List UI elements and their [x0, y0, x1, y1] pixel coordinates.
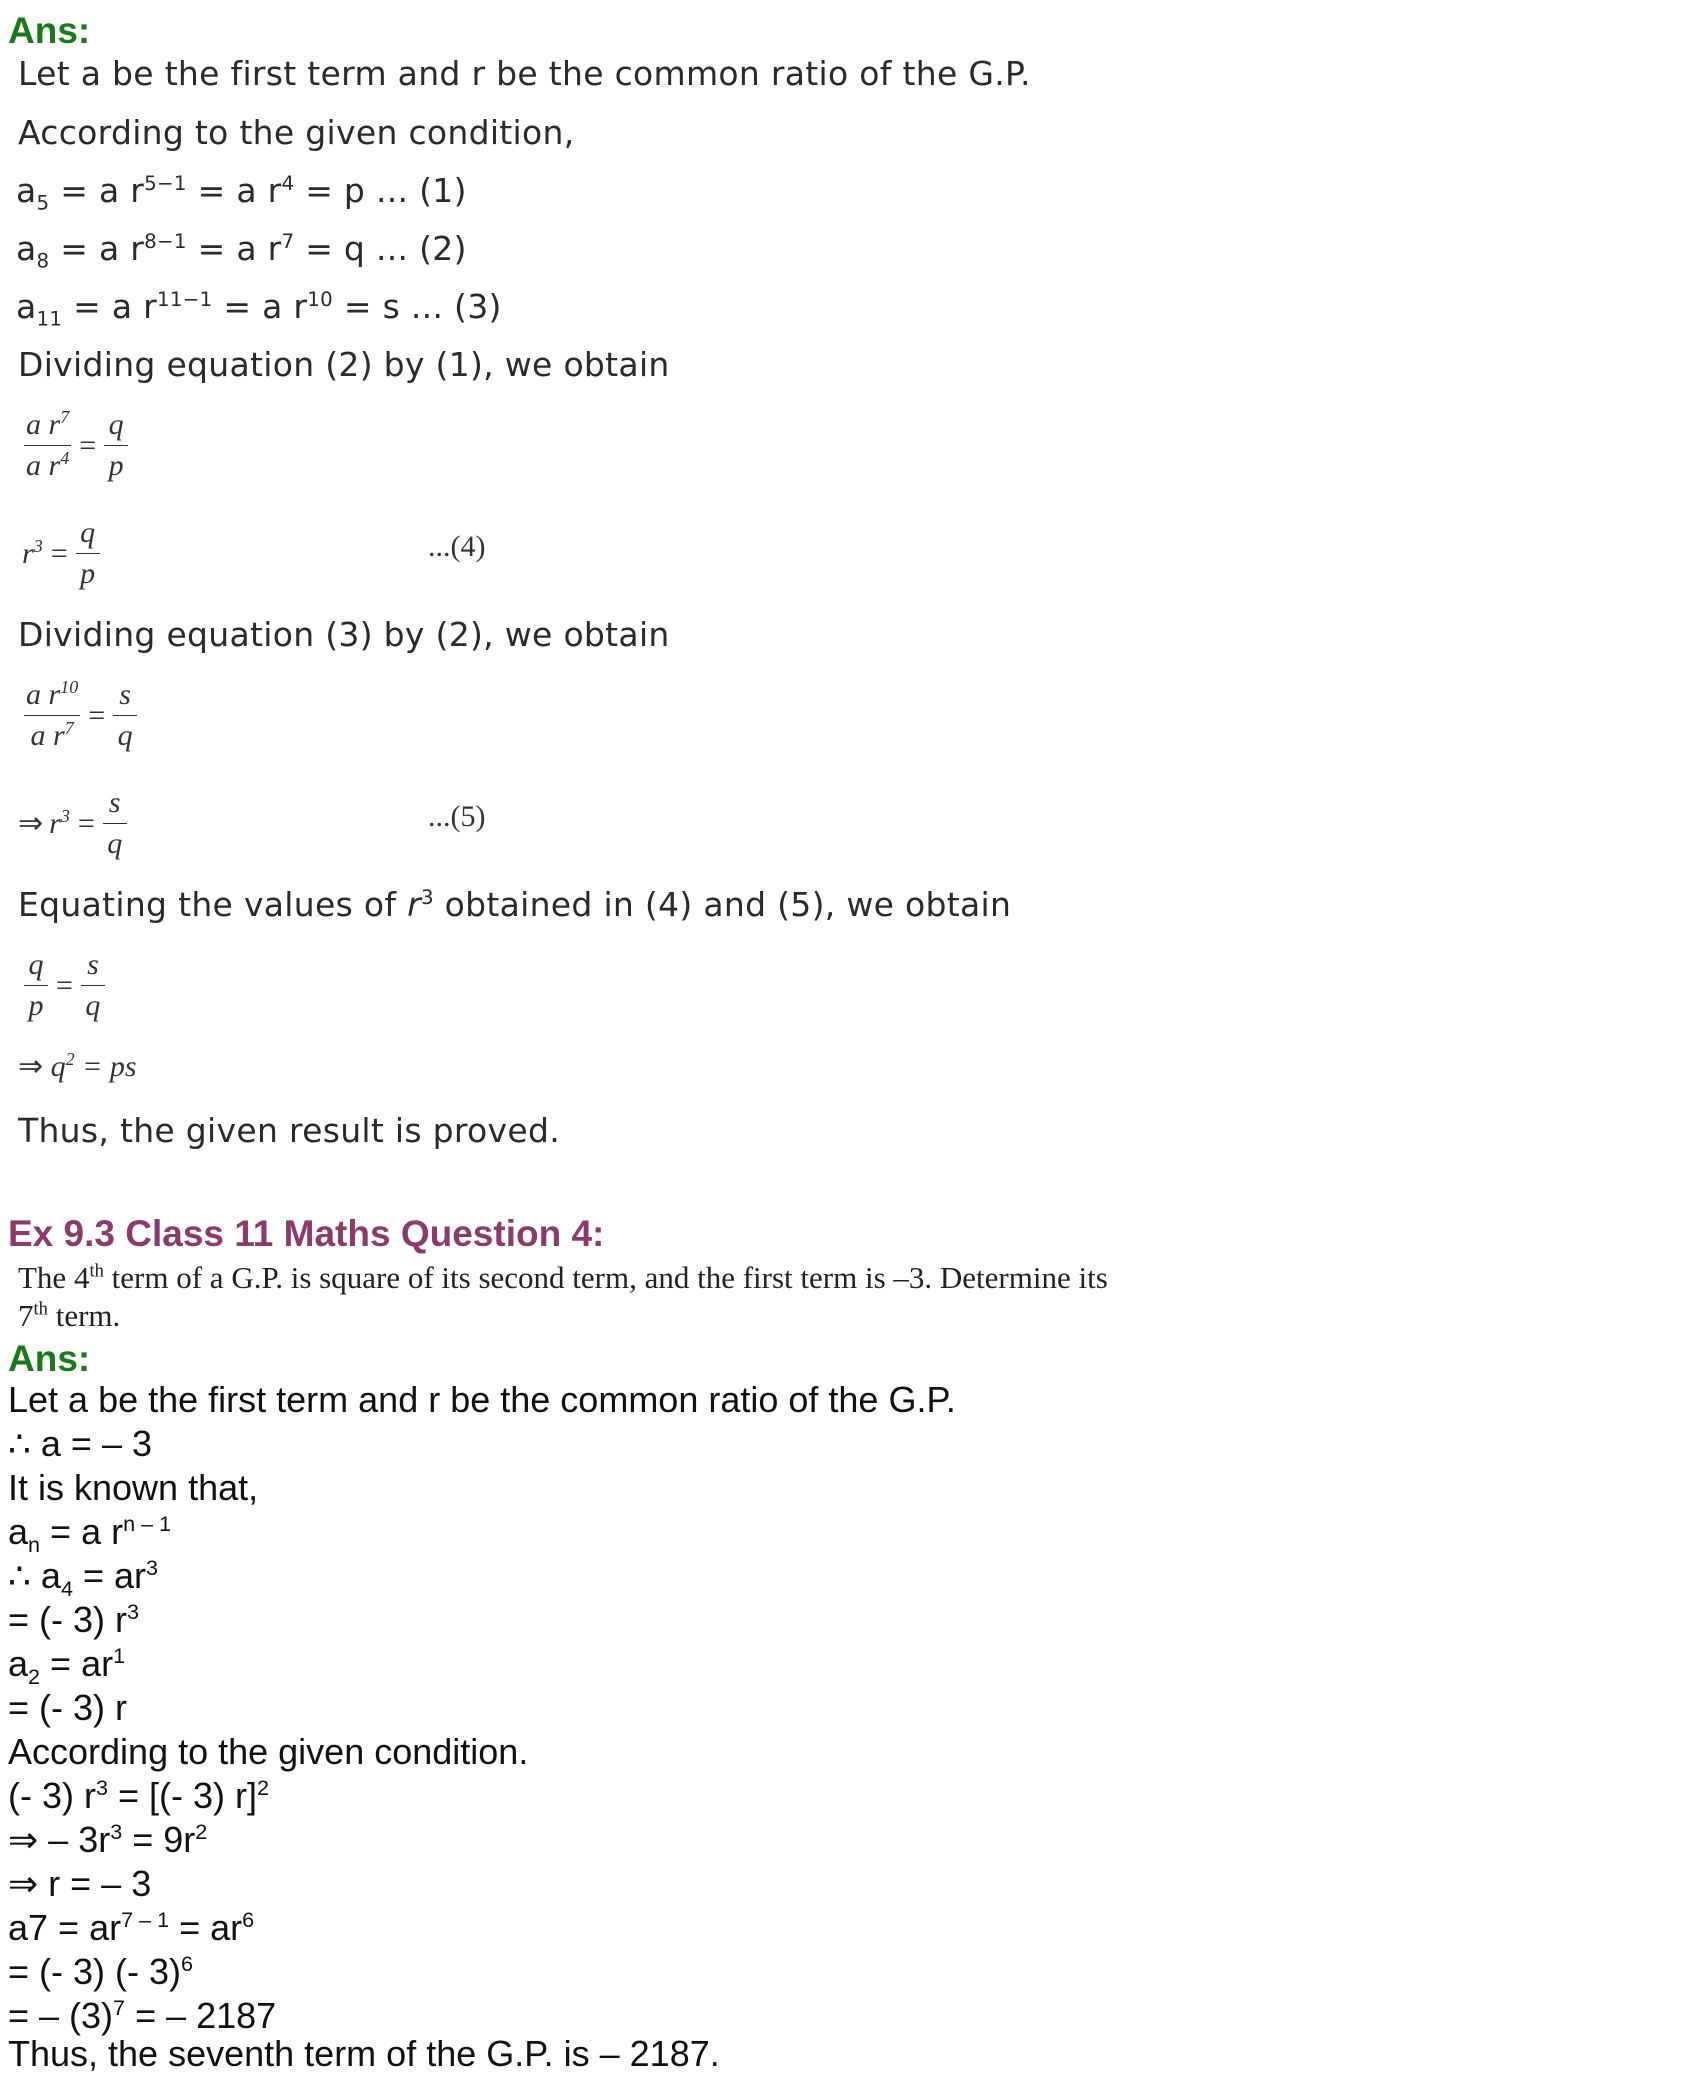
- q4-line-7: $a_2 = ar^1$: [8, 1643, 126, 1690]
- proof-conclusion: Thus, the given result is proved.: [18, 1111, 561, 1150]
- dividing-3-by-2: Dividing equation (3) by (2), we obtain: [18, 615, 670, 654]
- q4-line-11: ⇒ – $3r^3 = 9r^2$: [8, 1819, 208, 1860]
- q4-line-8: = (- 3) r: [8, 1687, 128, 1728]
- fraction-equation-d: ⇒ $r^3$ = $\frac{s}{q}$: [18, 786, 127, 861]
- q4-line-10: (- 3) $r^3$ = [(- 3) r]$^2$: [8, 1775, 270, 1816]
- answer-label-q4: Ans:: [8, 1338, 91, 1379]
- q4-line-5: ∴ $a_4 = ar^3$: [8, 1555, 159, 1602]
- equation-2: $a_8 = a$ $r^{8-1} = a$ $r^7 = q$ ... (2): [16, 229, 467, 273]
- equation-3: $a_{11} = a$ $r^{11-1} = a$ $r^{10} = s$ ... (3): [16, 287, 502, 331]
- q4-line-9: According to the given condition.: [8, 1731, 529, 1772]
- q4-line-12: ⇒ r = – 3: [8, 1863, 152, 1904]
- solution-condition: According to the given condition,: [18, 113, 575, 152]
- q4-line-15: = – $(3)^7$ = – 2187: [8, 1995, 277, 2036]
- fraction-equation-e: $\frac{q}{p}$ = $\frac{s}{q}$: [24, 948, 105, 1023]
- fraction-equation-a: $\frac{a r^7}{a r^4}$ = $\frac{q}{p}$: [24, 408, 128, 483]
- fraction-equation-c: $\frac{a r^{10}}{a r^7}$ = $\frac{s}{q}$: [24, 678, 137, 753]
- q4-line-2: ∴ a = – 3: [8, 1423, 152, 1464]
- q4-line-4: $a_n = a$ $r^{n - 1}$: [8, 1511, 172, 1558]
- result-equation: ⇒ $q^2$ = ps: [18, 1049, 137, 1083]
- q4-line-14: = (- 3) (- 3)$^6$: [8, 1951, 194, 1992]
- question-4-line-1: The 4th term of a G.P. is square of its second term, and the first term is –3. Determine its: [18, 1260, 1108, 1295]
- q4-line-13: $a7 = ar^{7 - 1} = ar^6$: [8, 1907, 255, 1948]
- fraction-equation-b: $r^3$ = $\frac{q}{p}$: [22, 516, 100, 591]
- answer-label: Ans:: [8, 10, 91, 51]
- q4-line-1: Let a be the first term and r be the common ratio of the G.P.: [8, 1379, 956, 1420]
- question-4-line-2: 7th term.: [18, 1298, 121, 1333]
- q4-line-6: = (- 3) $r^3$: [8, 1599, 140, 1640]
- q4-line-3: It is known that,: [8, 1467, 259, 1508]
- solution-intro: Let a be the first term and r be the common ratio of the G.P.: [18, 54, 1031, 93]
- equation-tag-5: ...(5): [428, 800, 486, 833]
- equating-values: Equating the values of $r^3$ obtained in (4) and (5), we obtain: [18, 885, 1012, 924]
- question-4-heading: Ex 9.3 Class 11 Maths Question 4:: [8, 1213, 605, 1254]
- dividing-2-by-1: Dividing equation (2) by (1), we obtain: [18, 345, 670, 384]
- equation-1: $a_5 = a$ $r^{5-1} = a$ $r^4 = p$ ... (1): [16, 171, 467, 215]
- q4-line-16: Thus, the seventh term of the G.P. is – 2187.: [8, 2033, 720, 2074]
- equation-tag-4: ...(4): [428, 530, 486, 563]
